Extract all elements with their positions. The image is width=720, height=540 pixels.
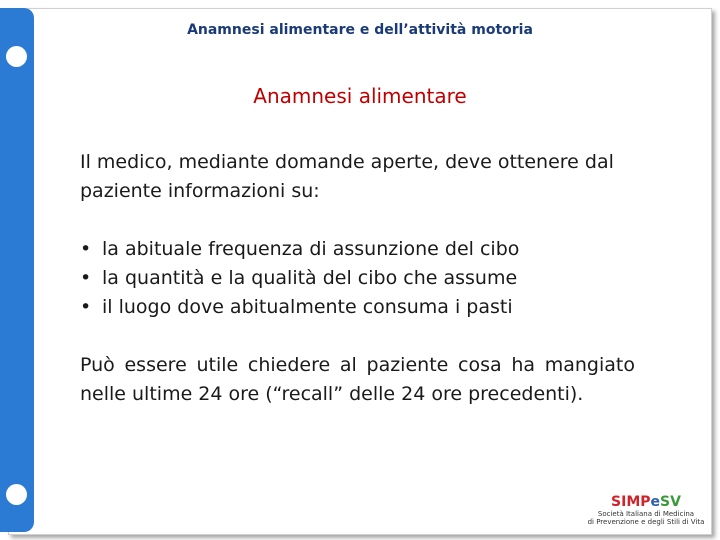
logo-name-part3: SV xyxy=(660,494,681,510)
bullet-text: la abituale frequenza di assunzione del cibo xyxy=(102,238,520,260)
bullet-item xyxy=(80,264,635,293)
logo-subtitle-line2: di Prevenzione e degli Stili di Vita xyxy=(587,518,705,526)
bullet-dot: • xyxy=(80,267,92,289)
intro-paragraph: Il medico, mediante domande aperte, deve ottenere dal paziente informazioni su: xyxy=(80,151,614,202)
logo-name xyxy=(586,494,706,510)
logo-subtitle-line1: Società Italiana di Medicina xyxy=(597,510,695,518)
slide-content xyxy=(80,148,635,409)
binder-hole-bottom xyxy=(6,484,27,505)
header-title: Anamnesi alimentare e dell’attività motoria xyxy=(187,22,533,38)
section-title: Anamnesi alimentare xyxy=(253,84,467,108)
bullet-item xyxy=(80,293,635,322)
bullet-dot: • xyxy=(80,238,92,260)
binder-hole-top xyxy=(6,46,27,67)
bullet-text: il luogo dove abitualmente consuma i pasti xyxy=(102,296,513,318)
bullet-text: la quantità e la qualità del cibo che assume xyxy=(102,267,518,289)
logo-name-part1: SIMP xyxy=(611,494,651,510)
simpesv-logo xyxy=(586,494,706,528)
logo-name-part2: e xyxy=(650,494,661,510)
bullet-item xyxy=(80,235,635,264)
bullet-dot: • xyxy=(80,296,92,318)
bullet-list xyxy=(80,235,635,322)
closing-paragraph: Può essere utile chiedere al paziente cosa ha mangiato nelle ultime 24 ore (“recall” delle 24 ore precedenti). xyxy=(80,354,635,405)
left-binder-bar xyxy=(0,8,34,532)
